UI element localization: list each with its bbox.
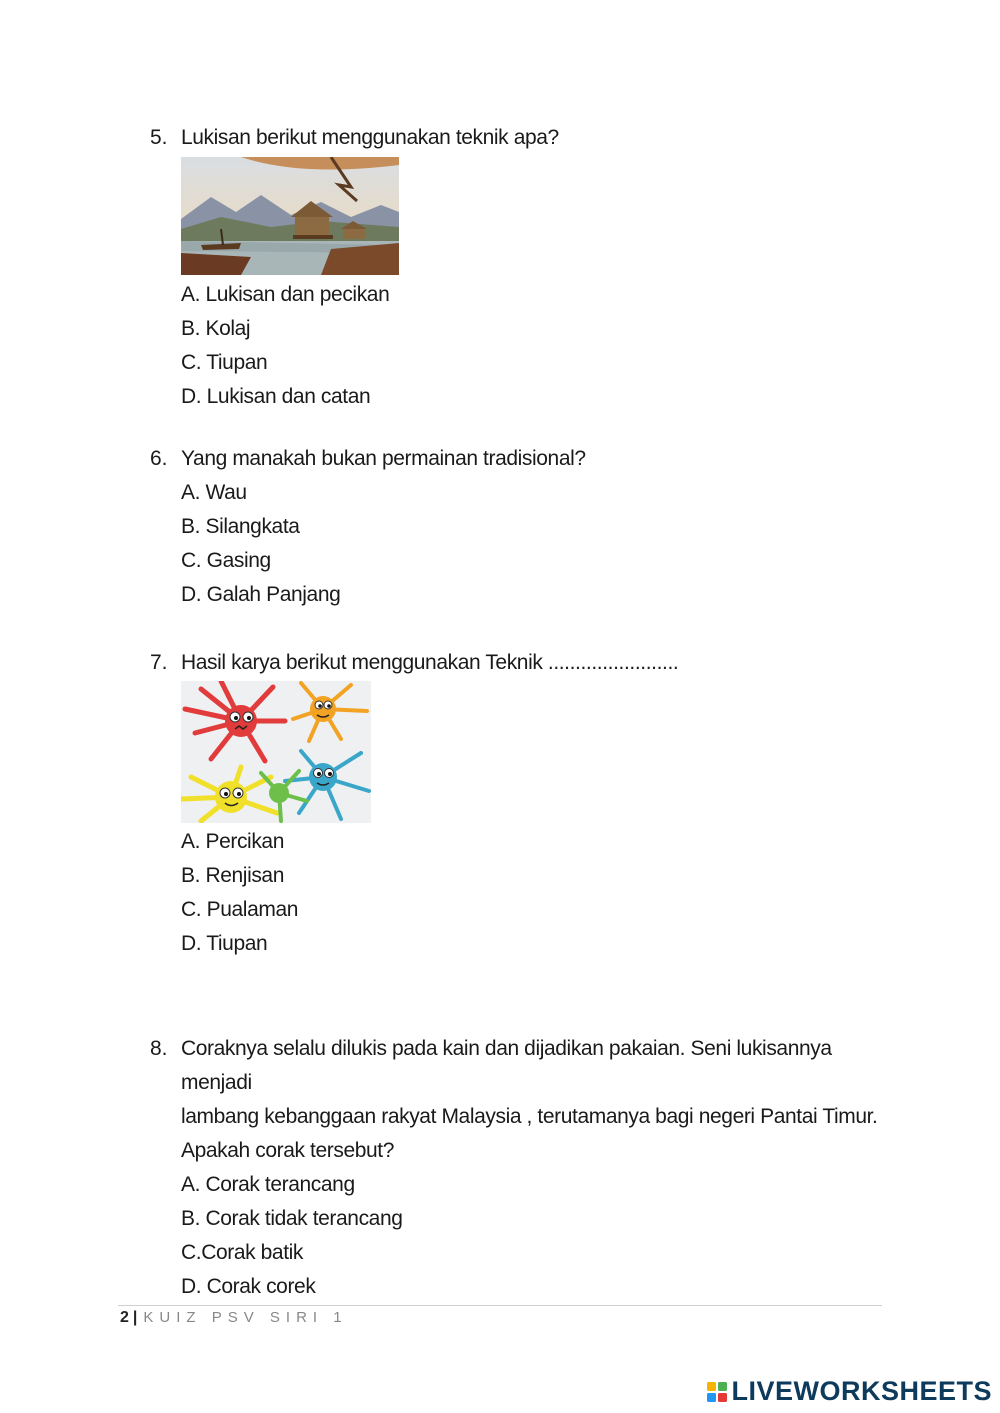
question-text-line-1: Coraknya selalu dilukis pada kain dan dijadikan pakaian. Seni lukisannya menjadi xyxy=(181,1037,832,1094)
option-a[interactable]: A. Wau xyxy=(181,481,247,504)
option-a[interactable]: A. Lukisan dan pecikan xyxy=(181,283,390,306)
question-number: 5. xyxy=(150,126,168,149)
question-7 xyxy=(150,646,890,961)
option-b[interactable]: B. Corak tidak terancang xyxy=(181,1207,403,1230)
blow-painting-image xyxy=(181,681,371,823)
footer-separator: | xyxy=(132,1309,138,1326)
option-c[interactable]: C.Corak batik xyxy=(181,1241,304,1264)
option-d[interactable]: D. Corak corek xyxy=(181,1275,316,1298)
question-8 xyxy=(150,1032,890,1304)
question-5 xyxy=(150,121,890,414)
question-text: Hasil karya berikut menggunakan Teknik ........................ xyxy=(181,651,679,674)
option-c[interactable]: C. Gasing xyxy=(181,549,271,572)
question-text: Lukisan berikut menggunakan teknik apa? xyxy=(181,126,559,149)
option-d[interactable]: D. Lukisan dan catan xyxy=(181,385,371,408)
option-b[interactable]: B. Silangkata xyxy=(181,515,300,538)
option-d[interactable]: D. Galah Panjang xyxy=(181,583,341,606)
question-text-line-3: Apakah corak tersebut? xyxy=(181,1139,395,1162)
question-text-line-2: lambang kebanggaan rakyat Malaysia , terutamanya bagi negeri Pantai Timur. xyxy=(181,1105,878,1128)
option-a[interactable]: A. Corak terancang xyxy=(181,1173,355,1196)
question-6 xyxy=(150,442,890,612)
question-number: 7. xyxy=(150,651,168,674)
question-number: 8. xyxy=(150,1037,168,1060)
liveworksheets-brand xyxy=(707,1376,992,1407)
page-number: 2 xyxy=(120,1309,129,1326)
option-c[interactable]: C. Tiupan xyxy=(181,351,268,374)
option-d[interactable]: D. Tiupan xyxy=(181,932,268,955)
page-footer xyxy=(120,1309,348,1327)
option-b[interactable]: B. Renjisan xyxy=(181,864,284,887)
option-a[interactable]: A. Percikan xyxy=(181,830,284,853)
landscape-painting-image xyxy=(181,157,399,275)
liveworksheets-logo-icon xyxy=(707,1382,727,1402)
brand-text: LIVEWORKSHEETS xyxy=(731,1376,992,1406)
option-b[interactable]: B. Kolaj xyxy=(181,317,251,340)
footer-divider xyxy=(118,1305,882,1306)
question-number: 6. xyxy=(150,447,168,470)
footer-title: KUIZ PSV SIRI 1 xyxy=(143,1309,348,1326)
option-c[interactable]: C. Pualaman xyxy=(181,898,298,921)
question-text: Yang manakah bukan permainan tradisional? xyxy=(181,447,586,470)
